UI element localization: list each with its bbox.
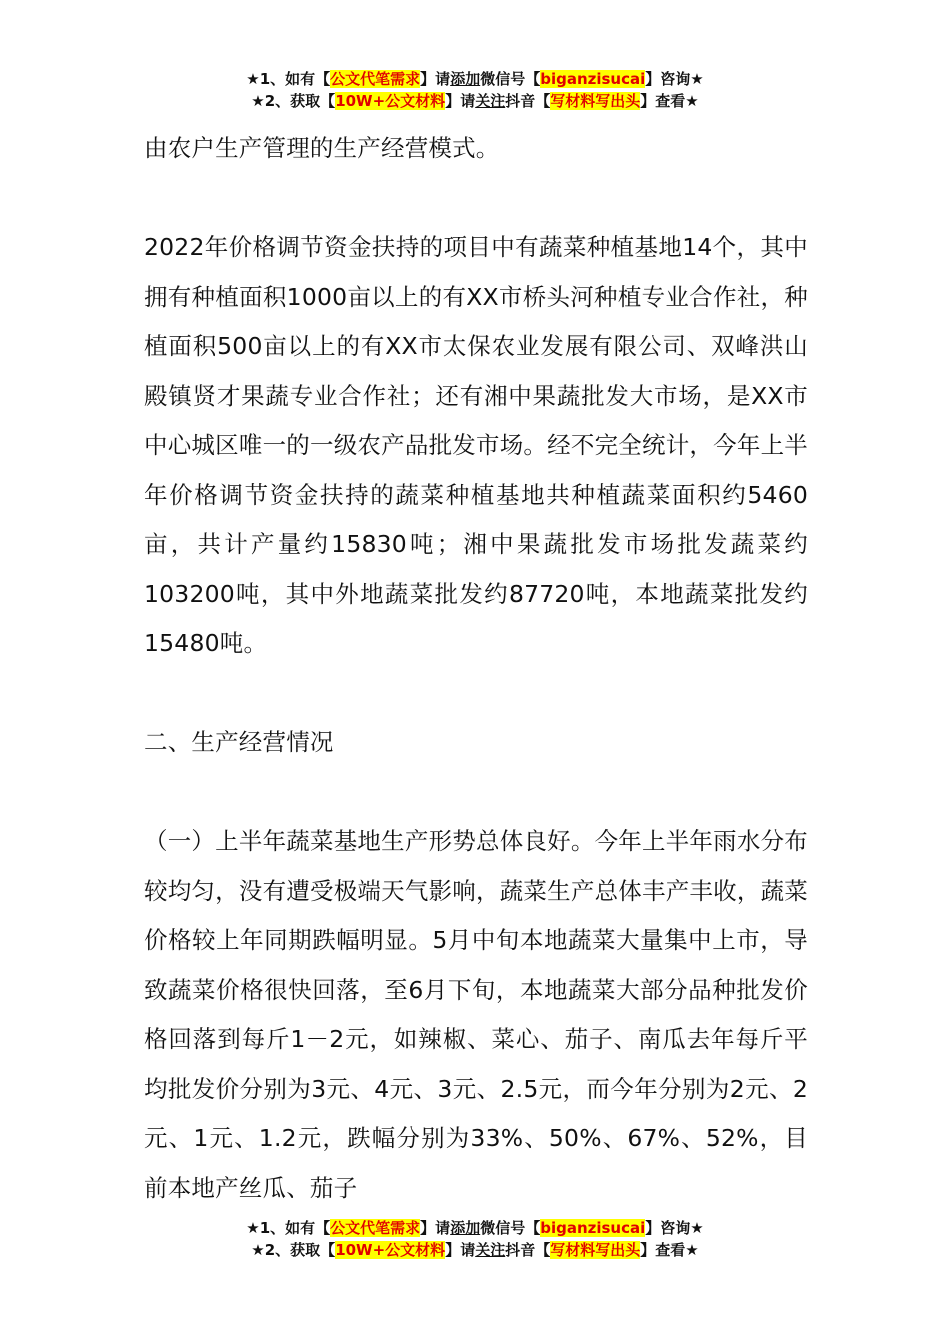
paragraph-spacer: [144, 768, 808, 818]
section-heading: 二、生产经营情况: [144, 728, 334, 756]
banner-text: 】咨询★: [645, 70, 704, 88]
banner-douyin-id: 写材料写出头: [550, 1241, 641, 1259]
banner-highlight: 公文代笔需求: [330, 70, 421, 88]
document-body: [144, 124, 808, 1213]
paragraph-continuation: 由农户生产管理的生产经营模式。: [144, 134, 500, 162]
paragraph-spacer: [144, 174, 808, 224]
banner-text: 】请: [420, 70, 451, 88]
banner-wechat-id: biganzisucai: [540, 1219, 646, 1237]
banner-text: 微信号【: [480, 70, 541, 88]
banner-wechat-id: biganzisucai: [540, 70, 646, 88]
banner-text: 微信号【: [480, 1219, 541, 1237]
banner-text: 】请: [445, 92, 476, 110]
banner-text: 】查看★: [640, 92, 699, 110]
banner-text: 】请: [445, 1241, 476, 1259]
banner-line-2: [0, 1239, 950, 1261]
banner-line-1: [0, 68, 950, 90]
paragraph-spacer: [144, 669, 808, 719]
banner-line-1: [0, 1217, 950, 1239]
banner-text: 】请: [420, 1219, 451, 1237]
banner-text: 】查看★: [640, 1241, 699, 1259]
banner-underlined-text: 关注: [475, 92, 506, 110]
banner-text: 抖音【: [505, 1241, 551, 1259]
banner-underlined-text: 添加: [450, 70, 481, 88]
banner-highlight: 公文代笔需求: [330, 1219, 421, 1237]
banner-underlined-text: 关注: [475, 1241, 506, 1259]
banner-underlined-text: 添加: [450, 1219, 481, 1237]
paragraph-projects: 2022年价格调节资金扶持的项目中有蔬菜种植基地14个，其中拥有种植面积1000亩以上的有XX市桥头河种植专业合作社，种植面积500亩以上的有XX市太保农业发展有限公司、双峰洪山殿镇贤才果蔬专业合作社；还有湘中果蔬批发大市场，是XX市中心城区唯一的一级农产品批发市场。经不完全统计，今年上半年价格调节资金扶持的蔬菜种植基地共种植蔬菜面积约5460亩，共计产量约15830吨；湘中果蔬批发市场批发蔬菜约103200吨，其中外地蔬菜批发约87720吨，本地蔬菜批发约15480吨。: [144, 233, 808, 657]
banner-highlight: 10W+公文材料: [335, 92, 446, 110]
banner-text: ★2、获取【: [251, 1241, 336, 1259]
banner-text: 抖音【: [505, 92, 551, 110]
banner-text: ★2、获取【: [251, 92, 336, 110]
banner-douyin-id: 写材料写出头: [550, 92, 641, 110]
header-banner: [0, 68, 950, 112]
banner-line-2: [0, 90, 950, 112]
footer-banner: [0, 1217, 950, 1261]
banner-highlight: 10W+公文材料: [335, 1241, 446, 1259]
banner-text: 】咨询★: [645, 1219, 704, 1237]
banner-text: ★1、如有【: [246, 1219, 331, 1237]
paragraph-production: （一）上半年蔬菜基地生产形势总体良好。今年上半年雨水分布较均匀，没有遭受极端天气影响，蔬菜生产总体丰产丰收，蔬菜价格较上年同期跌幅明显。5月中旬本地蔬菜大量集中上市，导致蔬菜价格很快回落，至6月下旬，本地蔬菜大部分品种批发价格回落到每斤1－2元，如辣椒、菜心、茄子、南瓜去年每斤平均批发价分别为3元、4元、3元、2.5元，而今年分别为2元、2元、1元、1.2元，跌幅分别为33%、50%、67%、52%，目前本地产丝瓜、茄子: [144, 827, 808, 1202]
banner-text: ★1、如有【: [246, 70, 331, 88]
